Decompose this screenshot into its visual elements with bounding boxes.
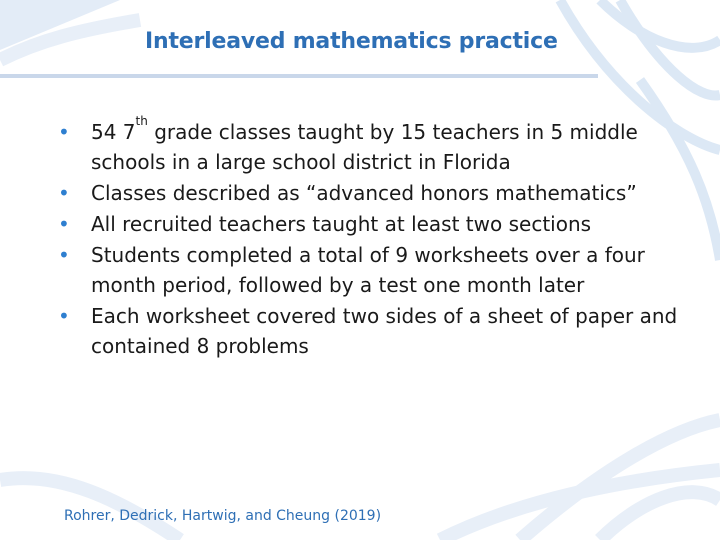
bullet-item: [58, 178, 708, 208]
bullet-text: Students completed a total of 9 worksheets over a four month period, followed by a test one month later: [91, 243, 645, 297]
citation: Rohrer, Dedrick, Hartwig, and Cheung (2019): [64, 508, 382, 524]
bullet-icon: •: [58, 304, 70, 328]
bullet-item: [58, 114, 708, 177]
bullet-superscript: th: [135, 114, 148, 128]
bullet-item: [58, 240, 708, 300]
bullet-icon: •: [58, 243, 70, 267]
bullet-item: [58, 301, 708, 361]
bullet-icon: •: [58, 120, 70, 144]
bullet-icon: •: [58, 181, 70, 205]
bullet-item: [58, 209, 708, 239]
title-underline-rule: [0, 74, 598, 78]
bullet-text-post: grade classes taught by 15 teachers in 5 middle schools in a large school district in Florida: [91, 120, 638, 174]
slide-title: Interleaved mathematics practice: [145, 29, 558, 54]
bullet-text-pre: 54 7: [91, 120, 136, 144]
bullet-text: Each worksheet covered two sides of a sheet of paper and contained 8 problems: [91, 304, 678, 358]
bullet-icon: •: [58, 212, 70, 236]
bullet-list: [58, 114, 708, 362]
bullet-text: All recruited teachers taught at least two sections: [91, 212, 592, 236]
bullet-text: Classes described as “advanced honors mathematics”: [91, 181, 637, 205]
